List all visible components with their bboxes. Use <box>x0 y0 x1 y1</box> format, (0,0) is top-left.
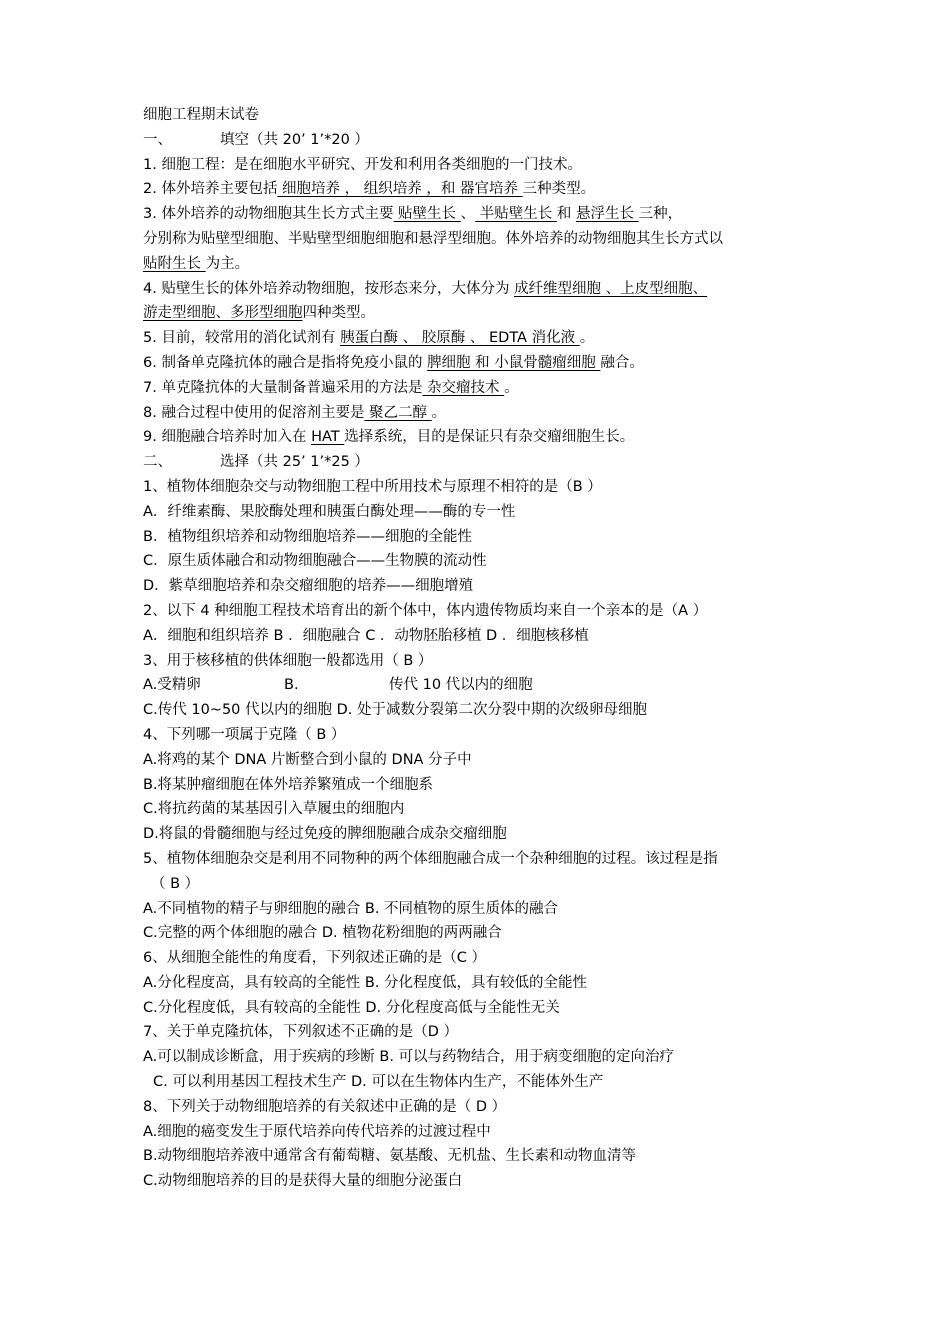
choice-q6-options-cd: C.分化程度低，具有较高的全能性 D. 分化程度高低与全能性无关 <box>143 999 560 1016</box>
choice-q1-option-d: D．紫草细胞培养和杂交瘤细胞的培养——细胞增殖 <box>143 578 474 595</box>
section-2-label: 选择（共 25’ 1’*25 ） <box>220 454 369 471</box>
choice-q4: 4、下列哪一项属于克隆（ B ） <box>143 726 346 743</box>
fill-q5: 5. 目前，较常用的消化试剂有 胰蛋白酶 、 胶原酶 、 EDTA 消化液 。 <box>143 330 595 347</box>
fill-q4: 4. 贴壁生长的体外培养动物细胞，按形态来分，大体分为 成纤维型细胞 、上皮型细胞、 <box>143 280 708 297</box>
choice-q1-option-b: B．植物组织培养和动物细胞培养——细胞的全能性 <box>143 528 472 545</box>
fill-q3-answer-3: 悬浮生长 <box>576 206 639 223</box>
choice-q5: 5、植物体细胞杂交是利用不同物种的两个体细胞融合成一个杂种细胞的过程。该过程是指 <box>143 850 718 867</box>
choice-q3-options-cd: C.传代 10~50 代以内的细胞 D. 处于减数分裂第二次分裂中期的次级卵母细胞 <box>143 702 647 719</box>
choice-q1-option-c: C．原生质体融合和动物细胞融合——生物膜的流动性 <box>143 553 487 570</box>
fill-q7: 7. 单克隆抗体的大量制备普遍采用的方法是 杂交瘤技术 。 <box>143 379 519 396</box>
choice-q5-options-cd: C.完整的两个体细胞的融合 D. 植物花粉细胞的两两融合 <box>143 925 502 942</box>
choice-q1-option-a: A．纤维素酶、果胶酶处理和胰蛋白酶处理——酶的专一性 <box>143 503 516 520</box>
section-2-heading <box>143 450 823 475</box>
choice-q3: 3、用于核移植的供体细胞一般都选用（ B ） <box>143 652 433 669</box>
fill-q2: 2. 体外培养主要包括 细胞培养 ， 组织培养 ，和 器官培养 三种类型。 <box>143 181 596 198</box>
fill-q1: 1. 细胞工程：是在细胞水平研究、开发和利用各类细胞的一门技术。 <box>143 156 582 173</box>
exam-title: 细胞工程期末试卷 <box>143 107 259 123</box>
section-1-heading <box>143 128 823 153</box>
fill-q5-answer-3: EDTA 消化液 <box>484 330 580 347</box>
choice-q2: 2、以下 4 种细胞工程技术培育出的新个体中，体内遗传物质均来自一个亲本的是（A ） <box>143 602 708 619</box>
section-1-number: 一、 <box>143 131 172 148</box>
fill-q3: 3. 体外培养的动物细胞其生长方式主要 贴壁生长 、 半贴壁生长 和 悬浮生长 三种， <box>143 206 683 223</box>
fill-q8-answer-1: 聚乙二醇 <box>364 404 432 421</box>
fill-q3-line2: 分别称为贴壁型细胞、半贴壁型细胞细胞和悬浮型细胞。体外培养的动物细胞其生长方式以 <box>143 230 723 247</box>
choice-q7: 7、关于单克隆抗体，下列叙述不正确的是（D ） <box>143 1024 458 1041</box>
section-1-label: 填空（共 20’ 1’*20 ） <box>220 131 369 148</box>
fill-q5-answer-1: 胰蛋白酶 <box>340 330 403 347</box>
choice-q8: 8、下列关于动物细胞培养的有关叙述中正确的是（ D ） <box>143 1098 507 1115</box>
choice-q8-option-c: C.动物细胞培养的目的是获得大量的细胞分泌蛋白 <box>143 1173 463 1190</box>
fill-q2-answer-2: 组织培养 ，和 器官培养 <box>359 181 523 198</box>
choice-q8-option-a: A.细胞的癌变发生于原代培养向传代培养的过渡过程中 <box>143 1123 491 1140</box>
fill-q6-answer-1: 脾细胞 和 小鼠骨髓瘤细胞 <box>427 354 601 371</box>
fill-q4-answer-1: 成纤维型细胞 、上皮型细胞、 <box>514 280 708 297</box>
fill-q3-answer-4: 贴附生长 <box>143 255 206 272</box>
choice-q1: 1、植物体细胞杂交与动物细胞工程中所用技术与原理不相符的是（B ） <box>143 478 602 495</box>
fill-q8: 8. 融合过程中使用的促溶剂主要是 聚乙二醇 。 <box>143 404 447 421</box>
choice-q8-option-b: B.动物细胞培养液中通常含有葡萄糖、氨基酸、无机盐、生长素和动物血清等 <box>143 1148 637 1165</box>
choice-q7-options-cd: C. 可以利用基因工程技术生产 D. 可以在生物体内生产，不能体外生产 <box>153 1074 604 1091</box>
exam-page <box>143 103 823 1194</box>
fill-q2-answer-1: 细胞培养 ， <box>277 181 360 198</box>
choice-q6-options-ab: A.分化程度高，具有较高的全能性 B. 分化程度低，具有较低的全能性 <box>143 974 588 991</box>
choice-q4-option-c: C.将抗药菌的某基因引入草履虫的细胞内 <box>143 801 405 818</box>
fill-q6: 6. 制备单克隆抗体的融合是指将免疫小鼠的 脾细胞 和 小鼠骨髓瘤细胞 融合。 <box>143 354 644 371</box>
choice-q3-options-ab: A.受精卵 B. 传代 10 代以内的细胞 <box>143 677 533 694</box>
fill-q4-line2: 游走型细胞、多形型细胞四种类型。 <box>143 305 375 322</box>
choice-q5-answer: （ B ） <box>151 875 200 892</box>
fill-q5-answer-2: 胶原酶 <box>417 330 470 347</box>
choice-q5-options-ab: A.不同植物的精子与卵细胞的融合 B. 不同植物的原生质体的融合 <box>143 900 559 917</box>
choice-q4-option-d: D.将鼠的骨髓细胞与经过免疫的脾细胞融合成杂交瘤细胞 <box>143 826 507 843</box>
choice-q2-options: A．细胞和组织培养 B ．细胞融合 C ．动物胚胎移植 D ．细胞核移植 <box>143 627 589 644</box>
fill-q9-answer-1: HAT <box>311 429 345 446</box>
fill-q3-answer-1: 贴壁生长 <box>393 206 461 223</box>
fill-q3-line3: 贴附生长 为主。 <box>143 255 250 272</box>
choice-q4-option-a: A.将鸡的某个 DNA 片断整合到小鼠的 DNA 分子中 <box>143 751 472 768</box>
fill-q4-answer-2: 游走型细胞、多形型细胞 <box>143 305 303 322</box>
fill-q9: 9. 细胞融合培养时加入在 HAT 选择系统，目的是保证只有杂交瘤细胞生长。 <box>143 429 635 446</box>
choice-q7-options-ab: A.可以制成诊断盒，用于疾病的珍断 B. 可以与药物结合，用于病变细胞的定向治疗 <box>143 1049 675 1066</box>
fill-q3-answer-2: 半贴壁生长 <box>475 206 557 223</box>
choice-q6: 6、从细胞全能性的角度看，下列叙述正确的是（C ） <box>143 950 486 967</box>
fill-q7-answer-1: 杂交瘤技术 <box>422 379 505 396</box>
choice-q4-option-b: B.将某肿瘤细胞在体外培养繁殖成一个细胞系 <box>143 776 434 793</box>
section-2-number: 二、 <box>143 454 172 471</box>
